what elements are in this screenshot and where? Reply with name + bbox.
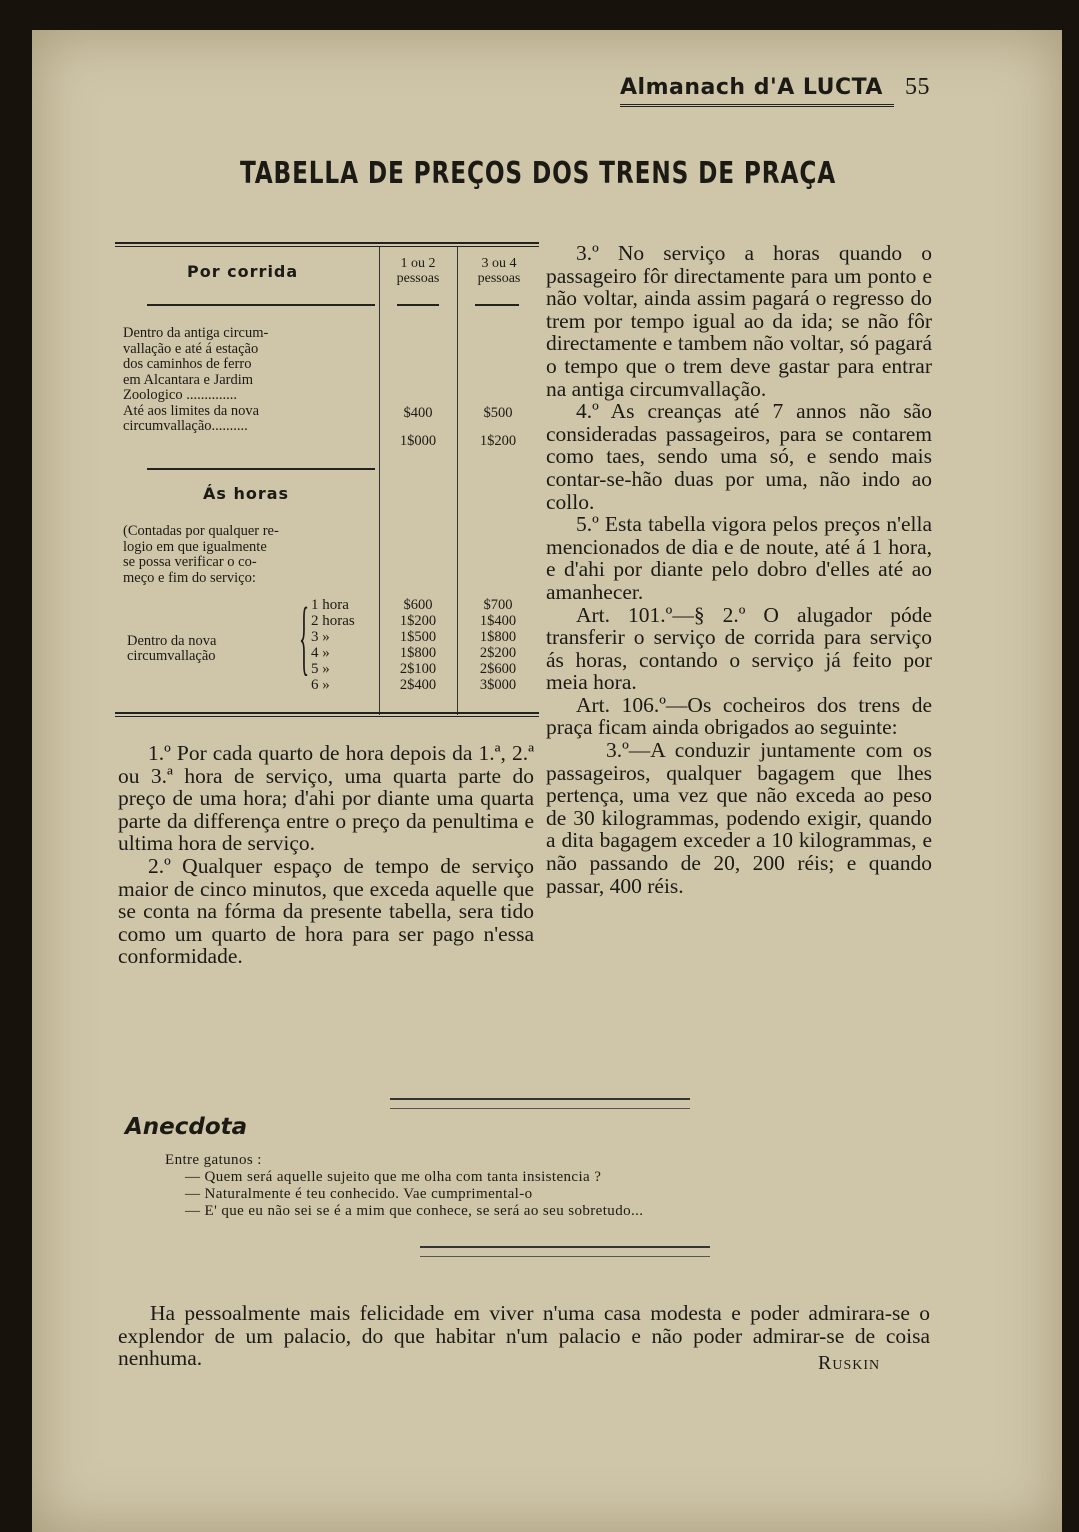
paragraph-2: 2.º Qualquer espaço de tempo de serviço maior de cinco minutos, que exceda aquelle que se conta na fórma da presente tabella, sera tido como um quarto de hora para ser pago n'essa conformidade. <box>118 853 534 969</box>
paragraph-4: 4.º As creanças até 7 annos não são consideradas passageiros, para se contarem como taes, sendo uma só, e sendo mais contar-se-hão duas por uma, não indo ao collo. <box>546 399 932 514</box>
anecdote-line: — Naturalmente é teu conhecido. Vae cumprimental-o <box>185 1186 533 1202</box>
horas-h1: 1 hora <box>311 597 349 613</box>
brace: { <box>299 591 310 684</box>
col-header-3-4: 3 ou 4 pessoas <box>477 256 521 286</box>
horas-r2-c1: 1$200 <box>399 613 437 629</box>
anecdote-line: — E' que eu não sei se é a mim que conhece, se será ao seu sobretudo... <box>185 1203 644 1219</box>
fare-table <box>115 242 539 716</box>
horas-h5: 5 » <box>311 661 330 677</box>
horas-h3: 3 » <box>311 629 330 645</box>
header-rule <box>620 104 894 107</box>
section-por-corrida: Por corrida <box>187 262 299 281</box>
ornament-rule-2 <box>420 1246 710 1257</box>
running-header <box>620 74 930 101</box>
left-column <box>118 742 534 968</box>
paragraph-6: 3.º—A conduzir juntamente com os passageiros, qualquer bagagem que lhes pertença, uma vez que não exceda ao peso de 30 kilogrammas, podendo exigir, quando a dita bagagem exceder a 10 kilogrammas, e não passando de 20, 200 réis; e quando passar, 400 réis. <box>546 738 932 898</box>
paragraph-3: 3.º No serviço a horas quando o passageiro fôr directamente para um ponto e não voltar, ainda assim pagará o regresso do trem por tempo igual ao da ida; se não fôr directamente e tambem não voltar, só pagará o tempo que o trem deve gastar para entrar na antiga circumvallação. <box>546 241 932 401</box>
horas-r5-c1: 2$100 <box>399 661 437 677</box>
article-101: Art. 101.º—§ 2.º O alugador póde transferir o serviço de corrida para serviço ás horas, contando o serviço já feito por meia hora. <box>546 602 932 695</box>
quote-author: Ruskin <box>818 1352 881 1374</box>
horas-r4-c1: 1$800 <box>399 645 437 661</box>
corrida-description: Dentro da antiga circum- vallação e até á estação dos caminhos de ferro em Alcantara e Jardim Zoologico .............. Até aos limites da nova circumvallação.......... <box>123 325 269 434</box>
running-title: Almanach d'A LUCTA <box>620 75 883 100</box>
page-number: 55 <box>904 74 930 100</box>
anecdote-line: Entre gatunos : <box>165 1152 262 1168</box>
quote <box>118 1302 930 1370</box>
horas-r2-c2: 1$400 <box>479 613 517 629</box>
horas-r5-c2: 2$600 <box>479 661 517 677</box>
horas-r3-c2: 1$800 <box>479 629 517 645</box>
paragraph-1: 1.º Por cada quarto de hora depois da 1.ª, 2.ª ou 3.ª hora de serviço, uma quarta parte do preço de uma hora; d'ahi por diante uma quarta parte da differença entre o preço da penultima e ultima hora de serviço. <box>118 741 534 856</box>
ornament-rule <box>390 1098 690 1109</box>
corrida-row2-c1: 1$000 <box>399 433 437 449</box>
col-header-1-2: 1 ou 2 pessoas <box>396 256 440 286</box>
corrida-row1-c1: $400 <box>403 405 433 421</box>
anecdote-title: Anecdota <box>125 1114 248 1140</box>
right-column <box>546 242 932 897</box>
horas-r3-c1: 1$500 <box>399 629 437 645</box>
anecdote-line: — Quem será aquelle sujeito que me olha com tanta insistencia ? <box>185 1169 602 1185</box>
horas-note: (Contadas por qualquer re- logio em que igualmente se possa verificar o co- meço e fim do serviço: <box>123 523 279 586</box>
paragraph-5: 5.º Esta tabella vigora pelos preços n'ella mencionados de dia e de noute, até á 1 hora, e d'ahi por diante pelo dobro d'elles até ao amanhecer. <box>546 512 932 604</box>
horas-h2: 2 horas <box>311 613 355 629</box>
horas-h6: 6 » <box>311 677 330 693</box>
horas-r6-c2: 3$000 <box>479 677 517 693</box>
horas-r1-c1: $600 <box>403 597 433 613</box>
horas-h4: 4 » <box>311 645 330 661</box>
article-106: Art. 106.º—Os cocheiros dos trens de praça ficam ainda obrigados ao seguinte: <box>546 692 932 740</box>
section-as-horas: Ás horas <box>203 484 290 503</box>
corrida-row1-c2: $500 <box>483 405 513 421</box>
horas-r4-c2: 2$200 <box>479 645 517 661</box>
horas-label: Dentro da nova circumvallação <box>127 633 217 664</box>
horas-r1-c2: $700 <box>483 597 513 613</box>
page-title: TABELLA DE PREÇOS DOS TRENS DE PRAÇA <box>240 156 837 191</box>
quote-text: Ha pessoalmente mais felicidade em viver n'uma casa modesta e poder admirara-se o explendor de um palacio, do que habitar n'um palacio e não poder admirar-se de coisa nenhuma. <box>118 1301 930 1371</box>
horas-r6-c1: 2$400 <box>399 677 437 693</box>
anecdote-text <box>155 1152 795 1220</box>
corrida-row2-c2: 1$200 <box>479 433 517 449</box>
